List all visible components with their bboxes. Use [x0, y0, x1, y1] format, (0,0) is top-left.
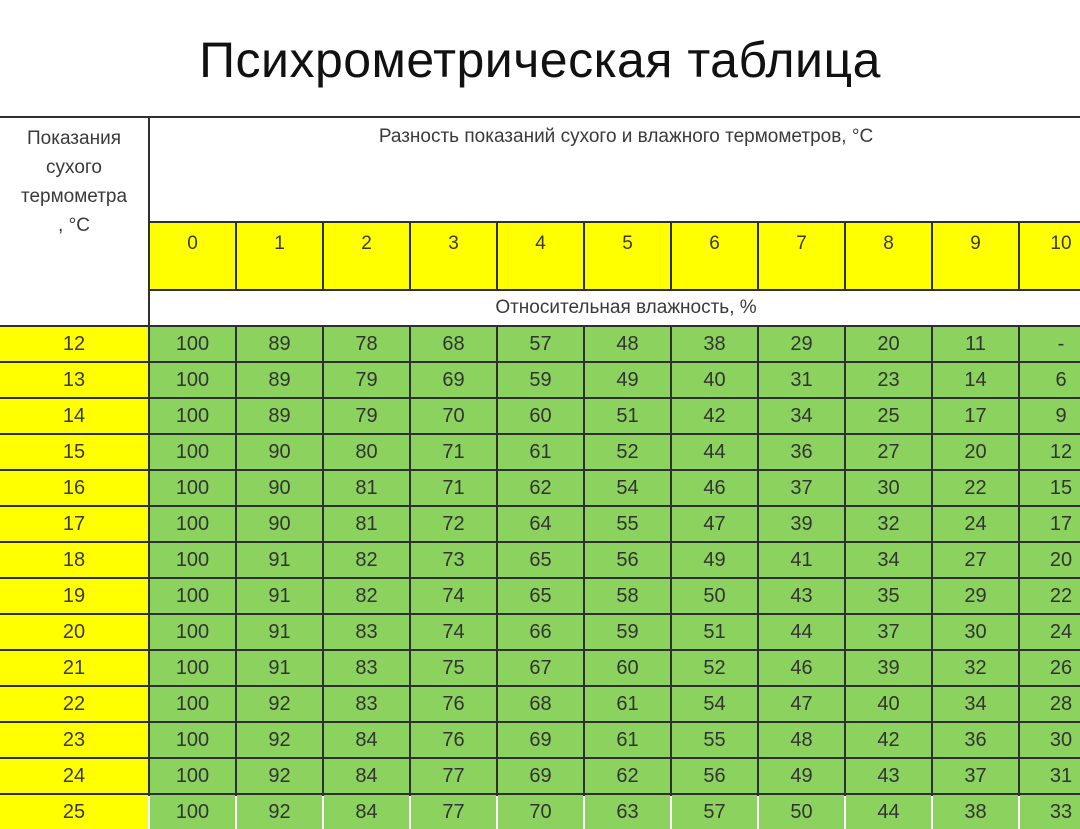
- humidity-value-cell: 29: [933, 579, 1018, 613]
- humidity-value-cell: 82: [324, 543, 409, 577]
- humidity-value-cell: 67: [498, 651, 583, 685]
- humidity-value-cell: 89: [237, 399, 322, 433]
- humidity-value-cell: 31: [1020, 759, 1080, 793]
- humidity-value-cell: 24: [933, 507, 1018, 541]
- humidity-value-cell: 79: [324, 363, 409, 397]
- dry-temp-cell: 24: [0, 759, 148, 793]
- difference-column-header: 10: [1020, 223, 1080, 289]
- humidity-value-cell: 42: [846, 723, 931, 757]
- humidity-value-cell: 17: [1020, 507, 1080, 541]
- humidity-value-cell: 55: [672, 723, 757, 757]
- humidity-value-cell: 100: [150, 507, 235, 541]
- humidity-value-cell: 56: [585, 543, 670, 577]
- humidity-value-cell: 30: [933, 615, 1018, 649]
- humidity-value-cell: 40: [846, 687, 931, 721]
- humidity-value-cell: 52: [585, 435, 670, 469]
- psychrometric-table: [0, 116, 1080, 823]
- humidity-value-cell: 20: [1020, 543, 1080, 577]
- corner-line: сухого: [46, 157, 102, 178]
- humidity-value-cell: 35: [846, 579, 931, 613]
- dry-thermometer-header: [0, 118, 148, 325]
- humidity-value-cell: 25: [846, 399, 931, 433]
- humidity-value-cell: -: [1020, 327, 1080, 361]
- humidity-value-cell: 26: [1020, 651, 1080, 685]
- dry-temp-cell: 20: [0, 615, 148, 649]
- humidity-value-cell: 100: [150, 579, 235, 613]
- humidity-value-cell: 70: [498, 795, 583, 829]
- difference-column-header: 2: [324, 223, 409, 289]
- humidity-value-cell: 54: [585, 471, 670, 505]
- humidity-value-cell: 100: [150, 723, 235, 757]
- humidity-value-cell: 47: [759, 687, 844, 721]
- humidity-value-cell: 61: [585, 687, 670, 721]
- humidity-value-cell: 27: [846, 435, 931, 469]
- humidity-value-cell: 65: [498, 579, 583, 613]
- humidity-value-cell: 76: [411, 687, 496, 721]
- humidity-value-cell: 37: [933, 759, 1018, 793]
- humidity-value-cell: 59: [498, 363, 583, 397]
- humidity-value-cell: 22: [933, 471, 1018, 505]
- humidity-value-cell: 100: [150, 795, 235, 829]
- humidity-value-cell: 60: [585, 651, 670, 685]
- humidity-value-cell: 73: [411, 543, 496, 577]
- humidity-value-cell: 91: [237, 579, 322, 613]
- humidity-value-cell: 92: [237, 687, 322, 721]
- corner-line: термометра: [20, 186, 128, 207]
- humidity-value-cell: 100: [150, 363, 235, 397]
- humidity-value-cell: 100: [150, 651, 235, 685]
- humidity-value-cell: 22: [1020, 579, 1080, 613]
- humidity-value-cell: 59: [585, 615, 670, 649]
- humidity-value-cell: 34: [933, 687, 1018, 721]
- humidity-value-cell: 42: [672, 399, 757, 433]
- humidity-value-cell: 68: [498, 687, 583, 721]
- humidity-value-cell: 20: [846, 327, 931, 361]
- humidity-value-cell: 49: [672, 543, 757, 577]
- humidity-value-cell: 89: [237, 363, 322, 397]
- humidity-value-cell: 57: [498, 327, 583, 361]
- humidity-value-cell: 61: [585, 723, 670, 757]
- humidity-value-cell: 92: [237, 795, 322, 829]
- humidity-value-cell: 64: [498, 507, 583, 541]
- humidity-value-cell: 32: [933, 651, 1018, 685]
- humidity-value-cell: 28: [1020, 687, 1080, 721]
- humidity-value-cell: 51: [585, 399, 670, 433]
- difference-column-header: 0: [150, 223, 235, 289]
- dry-temp-cell: 19: [0, 579, 148, 613]
- humidity-value-cell: 31: [759, 363, 844, 397]
- humidity-value-cell: 82: [324, 579, 409, 613]
- humidity-value-cell: 11: [933, 327, 1018, 361]
- humidity-value-cell: 100: [150, 759, 235, 793]
- difference-column-header: 1: [237, 223, 322, 289]
- humidity-value-cell: 69: [498, 723, 583, 757]
- humidity-value-cell: 84: [324, 723, 409, 757]
- humidity-value-cell: 100: [150, 435, 235, 469]
- humidity-value-cell: 100: [150, 399, 235, 433]
- humidity-value-cell: 63: [585, 795, 670, 829]
- humidity-value-cell: 39: [846, 651, 931, 685]
- humidity-value-cell: 92: [237, 723, 322, 757]
- humidity-value-cell: 49: [759, 759, 844, 793]
- humidity-value-cell: 75: [411, 651, 496, 685]
- humidity-value-cell: 89: [237, 327, 322, 361]
- humidity-value-cell: 90: [237, 471, 322, 505]
- dry-temp-cell: 17: [0, 507, 148, 541]
- humidity-value-cell: 74: [411, 579, 496, 613]
- humidity-value-cell: 90: [237, 507, 322, 541]
- dry-temp-cell: 13: [0, 363, 148, 397]
- humidity-value-cell: 74: [411, 615, 496, 649]
- humidity-value-cell: 34: [759, 399, 844, 433]
- humidity-value-cell: 29: [759, 327, 844, 361]
- humidity-value-cell: 20: [933, 435, 1018, 469]
- humidity-value-cell: 84: [324, 759, 409, 793]
- humidity-value-cell: 91: [237, 651, 322, 685]
- humidity-value-cell: 27: [933, 543, 1018, 577]
- humidity-value-cell: 81: [324, 507, 409, 541]
- difference-header: Разность показаний сухого и влажного термометров, °С: [150, 118, 1080, 221]
- humidity-value-cell: 62: [585, 759, 670, 793]
- humidity-value-cell: 100: [150, 543, 235, 577]
- dry-temp-cell: 22: [0, 687, 148, 721]
- humidity-value-cell: 91: [237, 615, 322, 649]
- humidity-value-cell: 77: [411, 795, 496, 829]
- difference-column-header: 8: [846, 223, 931, 289]
- humidity-value-cell: 39: [759, 507, 844, 541]
- difference-column-header: 7: [759, 223, 844, 289]
- humidity-header: Относительная влажность, %: [150, 291, 1080, 325]
- humidity-value-cell: 100: [150, 687, 235, 721]
- humidity-value-cell: 83: [324, 687, 409, 721]
- humidity-value-cell: 40: [672, 363, 757, 397]
- humidity-value-cell: 100: [150, 327, 235, 361]
- dry-temp-cell: 14: [0, 399, 148, 433]
- humidity-value-cell: 44: [846, 795, 931, 829]
- humidity-value-cell: 91: [237, 543, 322, 577]
- dry-temp-cell: 21: [0, 651, 148, 685]
- humidity-value-cell: 24: [1020, 615, 1080, 649]
- difference-column-header: 9: [933, 223, 1018, 289]
- humidity-value-cell: 30: [1020, 723, 1080, 757]
- humidity-value-cell: 38: [672, 327, 757, 361]
- humidity-value-cell: 84: [324, 795, 409, 829]
- humidity-value-cell: 52: [672, 651, 757, 685]
- humidity-value-cell: 44: [672, 435, 757, 469]
- humidity-value-cell: 41: [759, 543, 844, 577]
- difference-column-header: 6: [672, 223, 757, 289]
- humidity-value-cell: 58: [585, 579, 670, 613]
- humidity-value-cell: 69: [498, 759, 583, 793]
- humidity-value-cell: 38: [933, 795, 1018, 829]
- dry-temp-cell: 18: [0, 543, 148, 577]
- humidity-value-cell: 69: [411, 363, 496, 397]
- humidity-value-cell: 17: [933, 399, 1018, 433]
- humidity-value-cell: 56: [672, 759, 757, 793]
- humidity-value-cell: 47: [672, 507, 757, 541]
- humidity-value-cell: 78: [324, 327, 409, 361]
- humidity-value-cell: 62: [498, 471, 583, 505]
- humidity-value-cell: 49: [585, 363, 670, 397]
- humidity-value-cell: 90: [237, 435, 322, 469]
- difference-column-header: 3: [411, 223, 496, 289]
- humidity-value-cell: 23: [846, 363, 931, 397]
- humidity-value-cell: 60: [498, 399, 583, 433]
- humidity-value-cell: 37: [846, 615, 931, 649]
- humidity-value-cell: 100: [150, 471, 235, 505]
- corner-line: , °С: [58, 215, 90, 236]
- humidity-value-cell: 77: [411, 759, 496, 793]
- dry-temp-cell: 15: [0, 435, 148, 469]
- humidity-value-cell: 80: [324, 435, 409, 469]
- humidity-value-cell: 83: [324, 651, 409, 685]
- humidity-value-cell: 44: [759, 615, 844, 649]
- humidity-value-cell: 36: [933, 723, 1018, 757]
- humidity-value-cell: 48: [759, 723, 844, 757]
- humidity-value-cell: 61: [498, 435, 583, 469]
- humidity-value-cell: 37: [759, 471, 844, 505]
- corner-line: Показания: [27, 128, 121, 149]
- dry-temp-cell: 12: [0, 327, 148, 361]
- humidity-value-cell: 71: [411, 471, 496, 505]
- humidity-value-cell: 46: [759, 651, 844, 685]
- humidity-value-cell: 72: [411, 507, 496, 541]
- dry-temp-cell: 23: [0, 723, 148, 757]
- humidity-value-cell: 15: [1020, 471, 1080, 505]
- humidity-value-cell: 51: [672, 615, 757, 649]
- humidity-value-cell: 50: [759, 795, 844, 829]
- humidity-value-cell: 76: [411, 723, 496, 757]
- humidity-value-cell: 70: [411, 399, 496, 433]
- humidity-value-cell: 46: [672, 471, 757, 505]
- humidity-value-cell: 92: [237, 759, 322, 793]
- humidity-value-cell: 43: [759, 579, 844, 613]
- humidity-value-cell: 32: [846, 507, 931, 541]
- humidity-value-cell: 66: [498, 615, 583, 649]
- difference-column-header: 5: [585, 223, 670, 289]
- humidity-value-cell: 9: [1020, 399, 1080, 433]
- page-title: Психрометрическая таблица: [199, 32, 881, 88]
- humidity-value-cell: 71: [411, 435, 496, 469]
- humidity-value-cell: 81: [324, 471, 409, 505]
- humidity-value-cell: 14: [933, 363, 1018, 397]
- humidity-value-cell: 83: [324, 615, 409, 649]
- humidity-value-cell: 48: [585, 327, 670, 361]
- humidity-value-cell: 79: [324, 399, 409, 433]
- humidity-value-cell: 36: [759, 435, 844, 469]
- humidity-value-cell: 68: [411, 327, 496, 361]
- humidity-value-cell: 6: [1020, 363, 1080, 397]
- dry-temp-cell: 25: [0, 795, 148, 829]
- humidity-value-cell: 30: [846, 471, 931, 505]
- difference-column-header: 4: [498, 223, 583, 289]
- humidity-value-cell: 43: [846, 759, 931, 793]
- humidity-value-cell: 100: [150, 615, 235, 649]
- humidity-value-cell: 54: [672, 687, 757, 721]
- dry-temp-cell: 16: [0, 471, 148, 505]
- humidity-value-cell: 50: [672, 579, 757, 613]
- humidity-value-cell: 33: [1020, 795, 1080, 829]
- humidity-value-cell: 65: [498, 543, 583, 577]
- humidity-value-cell: 12: [1020, 435, 1080, 469]
- humidity-value-cell: 57: [672, 795, 757, 829]
- humidity-value-cell: 55: [585, 507, 670, 541]
- humidity-value-cell: 34: [846, 543, 931, 577]
